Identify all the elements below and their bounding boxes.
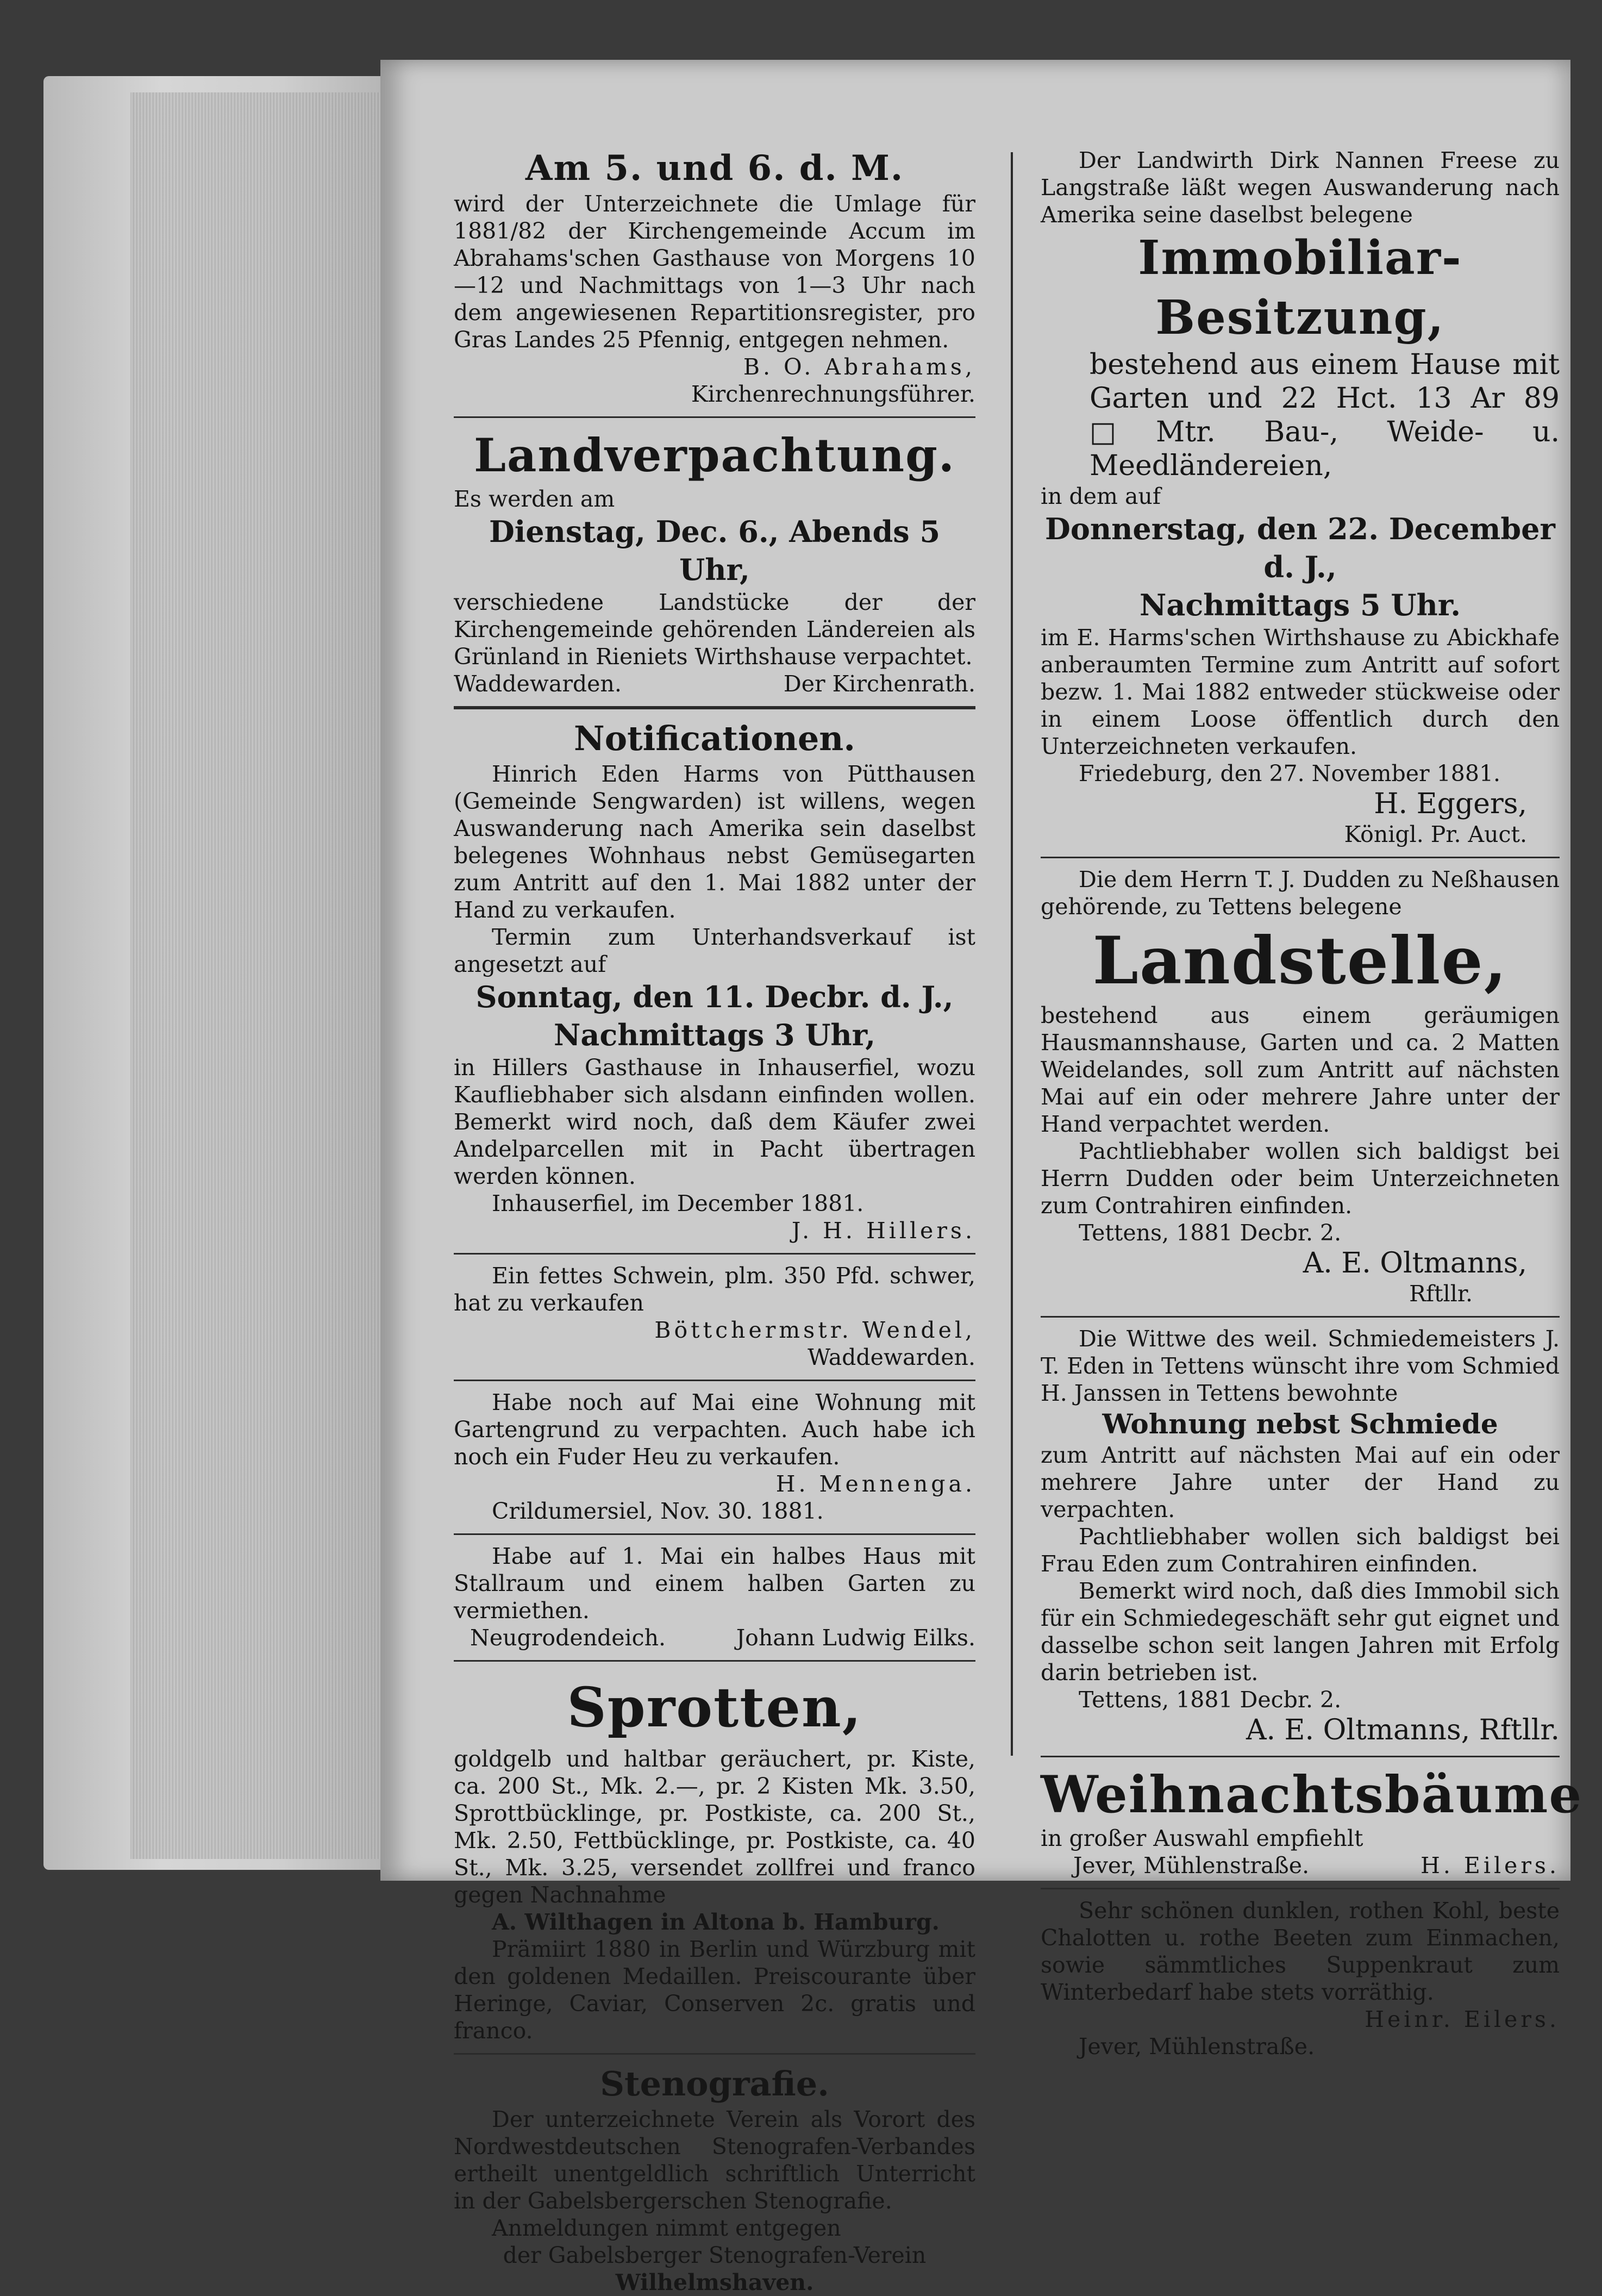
ad-place-date: Tettens, 1881 Decbr. 2. — [1079, 1687, 1342, 1713]
ad-intro: Es werden am — [454, 486, 615, 512]
ad-body: Sehr schönen dunklen, rothen Kohl, beste Chalotten u. rothe Beeten zum Einmachen, sowie sämmtliches Suppenkraut zum Winterbedarf habe stets vorräthig. — [1041, 1898, 1560, 2005]
ad-place: Neugrodendeich. — [470, 1625, 666, 1651]
ad-signature-place: Wilhelmshaven. — [615, 2269, 814, 2295]
ad-place: Waddewarden. — [454, 671, 622, 697]
ad-signature: Der Kirchenrath. — [783, 671, 975, 697]
separator-rule — [454, 706, 975, 709]
ad-signature: A. E. Oltmanns, Rftllr. — [1246, 1714, 1560, 1746]
ad-body: verschiedene Landstücke der der Kirchengemeinde gehörenden Ländereien als Grünland in Rieniets Wirthshause verpachtet. — [454, 589, 975, 670]
ad-body: zum Antritt auf nächsten Mai auf ein oder mehrere Jahre unter der Hand zu verpachten. — [1041, 1442, 1560, 1523]
ad-body: wird der Unterzeichnete die Umlage für 1881/82 der Kirchengemeinde Accum im Abrahams'schen Gasthause von Morgens 10—12 und Nachmittags von 1—3 Uhr nach dem angewiesenen Repartitionsregister, pro Gras Landes 25 Pfennig, entgegen nehmen. — [454, 191, 975, 353]
page-stack-texture — [130, 92, 413, 1859]
ad-signature: der Gabelsberger Stenografen-Verein — [503, 2242, 927, 2268]
ad-kohl — [1041, 1897, 1560, 2060]
ad-body: bestehend aus einem geräumigen Hausmannshause, Garten und ca. 2 Matten Weidelandes, soll zum Antritt auf nächsten Mai auf ein oder mehrere Jahre unter der Hand verpachtet werden. — [1041, 1002, 1560, 1137]
ad-heading: Landverpachtung. — [473, 428, 956, 482]
ad-heading: Stenografie. — [600, 2064, 829, 2104]
ad-signature: A. E. Oltmanns, — [1303, 1247, 1527, 1280]
ad-place-date: Crildumersiel, Nov. 30. 1881. — [492, 1498, 824, 1524]
ad-signature: H. Eilers. — [1420, 1852, 1560, 1879]
ad-body: Habe auf 1. Mai ein halbes Haus mit Stallraum und einem halben Garten zu vermiethen. — [454, 1543, 975, 1624]
separator-rule — [454, 1253, 975, 1255]
separator-rule — [454, 416, 975, 418]
ad-heading: Weihnachtsbäume — [1041, 1765, 1583, 1825]
ad-time: Nachmittags 5 Uhr. — [1140, 588, 1461, 622]
column-divider — [1011, 152, 1013, 1756]
separator-rule — [454, 1533, 975, 1535]
ad-intro: Die Wittwe des weil. Schmiedemeisters J. T. Eden in Tettens wünscht ihre vom Schmied H. Janssen in Tettens bewohnte — [1041, 1326, 1560, 1406]
ad-body: im E. Harms'schen Wirthshause zu Abickhafe anberaumten Termine zum Antritt auf sofort bezw. 1. Mai 1882 entweder stückweise oder in einem Loose öffentlich durch den Unterzeichneten verkaufen. — [1041, 625, 1560, 759]
separator-rule — [1041, 857, 1560, 858]
ad-intro: Der Landwirth Dirk Nannen Freese zu Langstraße läßt wegen Auswanderung nach Amerika seine daselbst belegene — [1041, 147, 1560, 228]
ad-signature: Böttchermstr. Wendel, — [654, 1317, 975, 1343]
ad-body: Bemerkt wird noch, daß dies Immobil sich für ein Schmiedegeschäft sehr gut eignet und dasselbe schon seit langen Jahren mit Erfolg darin betrieben ist. — [1041, 1578, 1560, 1686]
ad-body: Der unterzeichnete Verein als Vorort des Nordwestdeutschen Stenografen-Verbandes ertheilt unentgeldlich schriftlich Unterricht in der Gabelsbergerschen Stenografie. — [454, 2106, 975, 2214]
ad-date: Sonntag, den 11. Decbr. d. J., — [475, 979, 954, 1014]
ad-body: Prämiirt 1880 in Berlin und Würzburg mit den goldenen Medaillen. Preiscourante über Heringe, Caviar, Conserven 2c. gratis und franco. — [454, 1936, 975, 2044]
ad-signature: B. O. Abrahams, — [743, 354, 975, 380]
ad-place: Jever, Mühlenstraße. — [1079, 2033, 1315, 2060]
ad-heading: Sprotten, — [567, 1675, 862, 1739]
ad-body: Termin zum Unterhandsverkauf ist angesetzt auf — [454, 924, 975, 977]
ad-immobiliar — [1041, 147, 1560, 848]
ad-place-date: Inhauserfiel, im December 1881. — [492, 1190, 864, 1216]
ad-date: Dienstag, Dec. 6., Abends 5 Uhr, — [489, 514, 941, 587]
ad-body: goldgelb und haltbar geräuchert, pr. Kiste, ca. 200 St., Mk. 2.—, pr. 2 Kisten Mk. 3.50, Sprottbücklinge, pr. Postkiste, ca. 200 St., Mk. 2.50, Fettbücklinge, pr. Postkiste, ca. 40 St., Mk. 3.25, versendet zollfrei und franco gegen Nachnahme — [454, 1746, 975, 1908]
ad-notificationen — [454, 717, 975, 1244]
ad-heading: Am 5. und 6. d. M. — [525, 148, 904, 189]
ad-place-date: Friedeburg, den 27. November 1881. — [1079, 760, 1501, 787]
separator-rule — [454, 1660, 975, 1662]
ad-body: Ein fettes Schwein, plm. 350 Pfd. schwer, hat zu verkaufen — [454, 1263, 975, 1316]
ad-signature: H. Mennenga. — [775, 1471, 975, 1497]
separator-rule — [454, 1380, 975, 1381]
ad-body: Habe noch auf Mai eine Wohnung mit Gartengrund zu verpachten. Auch habe ich noch ein Fuder Heu zu verkaufen. — [454, 1389, 975, 1470]
ad-weihnachtsbaeume — [1041, 1765, 1583, 1879]
ad-date: Donnerstag, den 22. December d. J., — [1045, 511, 1555, 584]
ad-signature-role: Königl. Pr. Auct. — [1344, 821, 1527, 847]
ad-landverpachtung — [454, 426, 975, 697]
ad-body: Hinrich Eden Harms von Pütthausen (Gemeinde Sengwarden) ist willens, wegen Auswanderung nach Amerika sein daselbst belegenes Wohnhaus nebst Gemüsegarten zum Antritt auf den 1. Mai 1882 unter der Hand zu verkaufen. — [454, 761, 975, 923]
separator-rule — [454, 2053, 975, 2055]
newspaper-page — [380, 60, 1583, 2295]
ad-place: Jever, Mühlenstraße. — [1073, 1852, 1310, 1879]
ad-signature-role: Rftllr. — [1409, 1281, 1473, 1307]
separator-rule — [1041, 1756, 1560, 1757]
ad-halbes-haus — [454, 1543, 975, 1651]
left-column — [454, 147, 975, 2296]
ad-body: in großer Auswahl empfiehlt — [1041, 1825, 1363, 1851]
ad-signature: Heinr. Eilers. — [1365, 2006, 1560, 2032]
ad-stenografie — [454, 2062, 975, 2296]
ad-signature: Johann Ludwig Eilks. — [736, 1625, 975, 1651]
separator-rule — [1041, 1316, 1560, 1318]
ad-landstelle — [1041, 866, 1560, 1307]
ad-heading: Wohnung nebst Schmiede — [1102, 1408, 1498, 1440]
separator-rule — [1041, 1888, 1560, 1889]
ad-body: Pachtliebhaber wollen sich baldigst bei Herrn Dudden oder beim Unterzeichneten zum Contrahiren einfinden. — [1041, 1138, 1560, 1219]
ad-heading: Landstelle, — [1092, 922, 1508, 999]
ad-description: bestehend aus einem Hause mit Garten und 22 Hct. 13 Ar 89 □Mtr. Bau-, Weide- u. Meedländereien, — [1090, 348, 1560, 482]
ad-body: in Hillers Gasthause in Inhauserfiel, wozu Kaufliebhaber sich alsdann einfinden wollen. Bemerkt wird noch, daß dem Käufer zwei Andelparcellen mit in Pacht übertragen werden können. — [454, 1055, 975, 1189]
ad-sprotten — [454, 1669, 975, 2044]
ad-wohnung-schmiede — [1041, 1325, 1560, 1747]
ad-signature-role: Kirchenrechnungsführer. — [691, 381, 975, 407]
ad-signature: A. Wilthagen in Altona b. Hamburg. — [492, 1909, 940, 1935]
ad-place-date: Tettens, 1881 Decbr. 2. — [1079, 1220, 1342, 1246]
ad-schwein — [454, 1262, 975, 1371]
ad-umlage — [454, 147, 975, 408]
ad-heading: Notificationen. — [574, 719, 855, 758]
ad-body: Anmeldungen nimmt entgegen — [492, 2215, 841, 2241]
ad-heading: Immobiliar-Besitzung, — [1138, 230, 1462, 345]
ad-wohnung — [454, 1389, 975, 1525]
ad-time: Nachmittags 3 Uhr, — [553, 1018, 876, 1052]
ad-intro: in dem auf — [1041, 483, 1161, 509]
ad-signature: H. Eggers, — [1374, 788, 1527, 820]
ad-place: Waddewarden. — [808, 1344, 975, 1370]
ad-signature: J. H. Hillers. — [791, 1218, 975, 1244]
ad-body: Pachtliebhaber wollen sich baldigst bei Frau Eden zum Contrahiren einfinden. — [1041, 1524, 1560, 1577]
right-column — [1041, 147, 1583, 2060]
ad-intro: Die dem Herrn T. J. Dudden zu Neßhausen gehörende, zu Tettens belegene — [1041, 866, 1560, 920]
